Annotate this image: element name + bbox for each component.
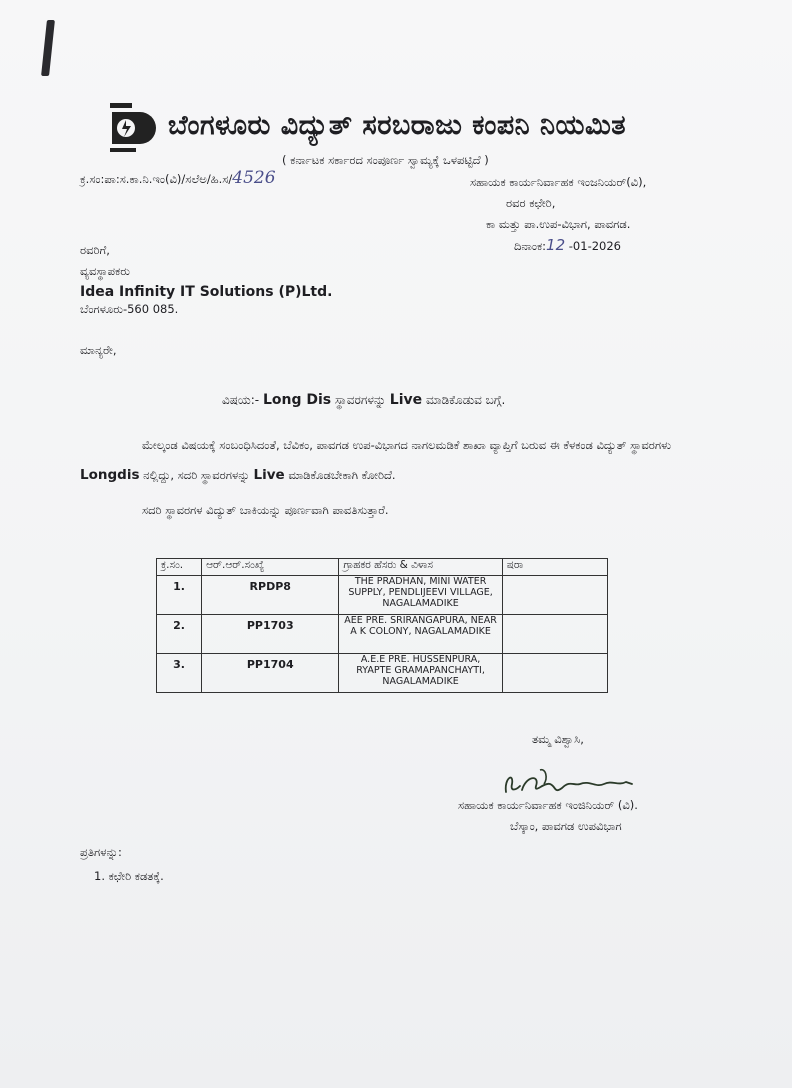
designation-block	[458, 795, 638, 837]
copies-item-1: 1. ಕಛೇರಿ ಕಡತಕ್ಕೆ.	[94, 869, 164, 883]
signatory-office: ಬೆಸ್ಕಾಂ, ಪಾವಗಡ ಉಪವಿಭಾಗ	[510, 819, 622, 833]
body-paragraph-1	[80, 430, 708, 490]
signatory-designation: ಸಹಾಯಕ ಕಾರ್ಯನಿರ್ವಾಹಕ ಇಂಜಿನಿಯರ್ (ವಿ).	[458, 798, 638, 812]
org-subtitle: ( ಕರ್ನಾಟಕ ಸರ್ಕಾರದ ಸಂಪೂರ್ಣ ಸ್ವಾಮ್ಯಕ್ಕೆ ಒಳಪಟ್ಟಿದೆ )	[282, 153, 489, 167]
header-name-address: ಗ್ರಾಹಕರ ಹೆಸರು & ವಿಳಾಸ	[339, 559, 502, 576]
addressee-city: ಬೆಂಗಳೂರು-560 085.	[80, 302, 179, 316]
row-sl-no: 3.	[157, 654, 202, 693]
copies-block	[80, 840, 164, 888]
subject-live: Live	[389, 392, 423, 408]
date-label: ದಿನಾಂಕ:	[514, 239, 547, 253]
row-rr-no: PP1703	[202, 615, 339, 654]
office-address	[470, 172, 646, 257]
office-line-1: ಸಹಾಯಕ ಕಾರ್ಯನಿರ್ವಾಹಕ ಇಂಜನಿಯರ್(ವಿ),	[470, 175, 647, 189]
row-remarks	[502, 654, 607, 693]
row-rr-no: PP1704	[202, 654, 339, 693]
edge-mark	[41, 20, 55, 76]
subject-mid: ಸ್ಥಾವರಗಳನ್ನು	[334, 393, 386, 407]
header-sl-no: ಕ್ರ.ಸಂ.	[157, 559, 202, 576]
reference-handwritten-number: 4526	[232, 168, 276, 188]
copies-label: ಪ್ರತಿಗಳನ್ನು:	[80, 845, 122, 859]
table-header-row	[157, 559, 608, 576]
row-sl-no: 2.	[157, 615, 202, 654]
subject-longdis: Long Dis	[262, 392, 332, 408]
addressee-block	[80, 240, 332, 320]
row-remarks	[502, 576, 607, 615]
header-remarks: ಷರಾ	[502, 559, 607, 576]
reference-number	[80, 168, 276, 188]
para1-text-e: ಮಾಡಿಕೊಡಬೇಕಾಗಿ ಕೋರಿದೆ.	[288, 468, 396, 482]
addressee-company: Idea Infinity IT Solutions (P)Ltd.	[80, 284, 333, 300]
closing-yours: ತಮ್ಮ ವಿಶ್ವಾಸಿ,	[532, 732, 584, 746]
addressee-to: ರವರಿಗೆ,	[80, 243, 110, 257]
table-row	[157, 576, 608, 615]
table-row	[157, 654, 608, 693]
body-paragraph-2: ಸದರಿ ಸ್ಥಾವರಗಳ ವಿದ್ಯುತ್ ಬಾಕಿಯನ್ನು ಪೂರ್ಣವಾಗಿ ಪಾವತಿಸುತ್ತಾರೆ.	[142, 503, 389, 517]
reference-prefix: ಕ್ರ.ಸಂ:ಪಾ:ಸ.ಕಾ.ನಿ.ಇಂ(ವಿ)/ಸಲೆಅ/ಹಿ.ಸ/	[80, 172, 233, 186]
subject-label: ವಿಷಯ:-	[222, 393, 260, 407]
table-row	[157, 615, 608, 654]
header-rr-no: ಆರ್.ಆರ್.ಸಂಖ್ಯೆ	[202, 559, 339, 576]
office-line-3: ಕಾ ಮತ್ತು ಪಾ.ಉಪ-ವಿಭಾಗ, ಪಾವಗಡ.	[486, 217, 631, 231]
office-line-2: ರವರ ಕಛೇರಿ,	[506, 196, 556, 210]
salutation: ಮಾನ್ಯರೇ,	[80, 343, 117, 357]
row-rr-no: RPDP8	[202, 576, 339, 615]
bescom-logo-icon	[106, 100, 162, 156]
date-rest: -01-2026	[568, 239, 621, 253]
letter-date	[470, 235, 646, 257]
installations-table	[156, 558, 608, 693]
para1-longdis: Longdis	[80, 467, 140, 483]
para1-live: Live	[253, 467, 285, 483]
subject-tail: ಮಾಡಿಕೊಡುವ ಬಗ್ಗೆ.	[425, 393, 506, 407]
row-name-address: A.E.E PRE. HUSSENPURA, RYAPTE GRAMAPANCHAYTI, NAGALAMADIKE	[339, 654, 502, 693]
row-remarks	[502, 615, 607, 654]
row-name-address: AEE PRE. SRIRANGAPURA, NEAR A K COLONY, NAGALAMADIKE	[339, 615, 502, 654]
para1-text-c: ನಲ್ಲಿದ್ದು, ಸದರಿ ಸ್ಥಾವರಗಳನ್ನು	[143, 468, 250, 482]
para1-text-a: ಮೇಲ್ಕಂಡ ವಿಷಯಕ್ಕೆ ಸಂಬಂಧಿಸಿದಂತೆ, ಬೆವಿಕಂ, ಪಾವಗಡ ಉಪ-ವಿಭಾಗದ ನಾಗಲಮಡಿಕೆ ಶಾಖಾ ವ್ಯಾಪ್ತಿಗೆ ಬರುವ ಈ ಕೆಳಕಂಡ ವಿದ್ಯುತ್ ಸ್ಥಾವರಗಳು	[142, 438, 671, 452]
date-day: 12	[546, 236, 566, 254]
row-sl-no: 1.	[157, 576, 202, 615]
addressee-title: ವ್ಯವಸ್ಥಾಪಕರು	[80, 264, 130, 278]
row-name-address: THE PRADHAN, MINI WATER SUPPLY, PENDLIJEEVI VILLAGE, NAGALAMADIKE	[339, 576, 502, 615]
subject-line	[222, 392, 505, 408]
org-title: ಬೆಂಗಳೂರು ವಿದ್ಯುತ್ ಸರಬರಾಜು ಕಂಪನಿ ನಿಯಮಿತ	[168, 110, 627, 141]
